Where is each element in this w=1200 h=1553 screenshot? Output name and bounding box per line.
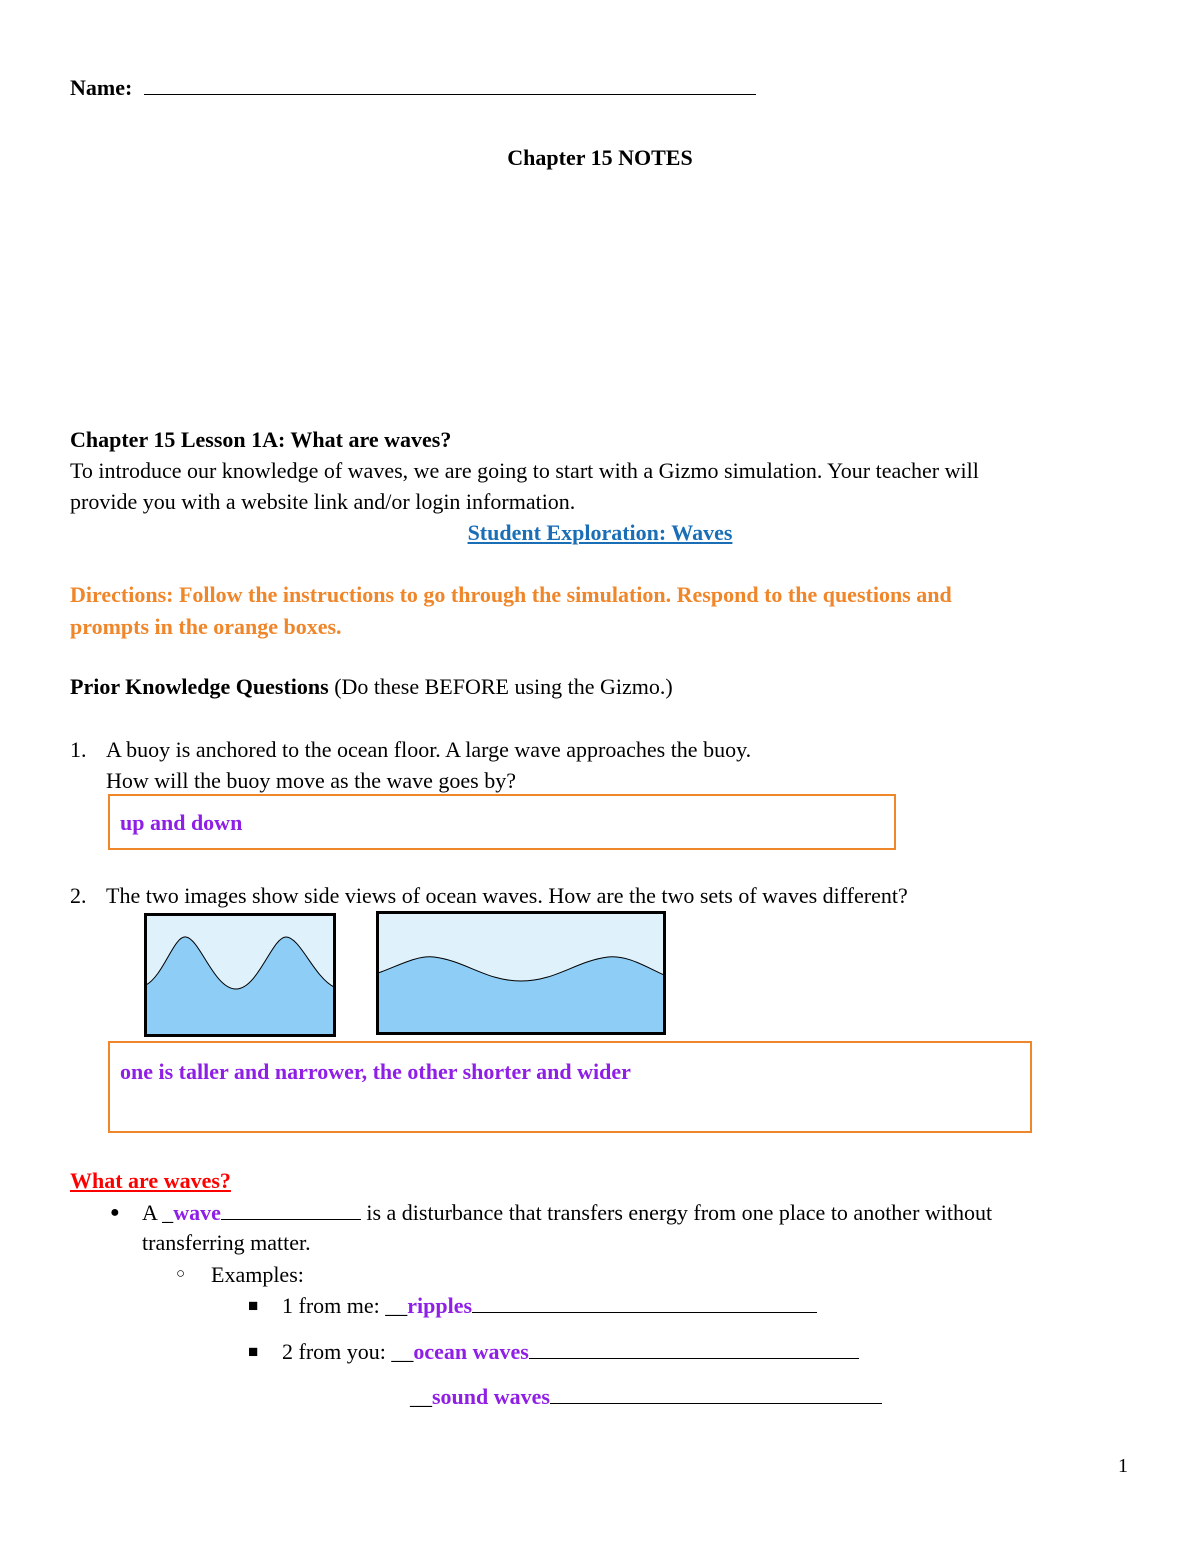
question-1-line-1: A buoy is anchored to the ocean floor. A large wave approaches the buoy. <box>106 737 752 762</box>
directions-line-1: Directions: Follow the instructions to go through the simulation. Respond to the questions and <box>70 582 952 607</box>
prior-knowledge-note: (Do these BEFORE using the Gizmo.) <box>334 674 673 699</box>
wave-definition-line-2: transferring matter. <box>142 1230 311 1255</box>
example-2-blank[interactable] <box>529 1338 859 1359</box>
question-1-answer-box[interactable] <box>108 794 896 850</box>
link-row <box>0 520 1200 546</box>
name-label: Name: <box>70 75 133 100</box>
question-1-answer: up and down <box>120 810 243 835</box>
square-bullet-1: ■ <box>248 1296 259 1315</box>
hollow-bullet: ○ <box>176 1266 186 1282</box>
prior-knowledge-heading: Prior Knowledge Questions <box>70 674 329 699</box>
page-title: Chapter 15 NOTES <box>507 145 693 170</box>
example-1-answer[interactable]: ripples <box>407 1293 473 1318</box>
bullet-dot: ● <box>110 1204 120 1221</box>
example-3-prefix: __ <box>410 1384 432 1409</box>
example-1-row <box>282 1292 817 1319</box>
intro-line-2: provide you with a website link and/or login information. <box>70 489 576 514</box>
example-3-answer[interactable]: sound waves <box>432 1384 550 1409</box>
what-are-waves-heading: What are waves? <box>70 1168 231 1193</box>
prior-knowledge-row <box>70 674 673 700</box>
student-exploration-link[interactable]: Student Exploration: Waves <box>467 520 733 545</box>
question-2-line-1: The two images show side views of ocean waves. How are the two sets of waves different? <box>106 883 908 908</box>
page-number: 1 <box>1118 1455 1128 1477</box>
tall-wave-image <box>144 913 336 1037</box>
example-2-answer[interactable]: ocean waves <box>413 1339 529 1364</box>
example-3-blank[interactable] <box>550 1383 882 1404</box>
definition-prefix: A _ <box>142 1200 174 1225</box>
example-1-blank[interactable] <box>472 1292 817 1313</box>
lesson-heading: Chapter 15 Lesson 1A: What are waves? <box>70 427 452 452</box>
square-bullet-2: ■ <box>248 1342 259 1361</box>
example-1-label: 1 from me: __ <box>282 1293 408 1318</box>
examples-label: Examples: <box>211 1262 304 1287</box>
example-2-label: 2 from you: __ <box>282 1339 414 1364</box>
question-1-number: 1. <box>70 737 87 762</box>
name-blank[interactable] <box>144 74 756 95</box>
wave-answer[interactable]: wave <box>173 1200 221 1225</box>
definition-suffix: is a disturbance that transfers energy from one place to another without <box>360 1200 993 1225</box>
directions-line-2: prompts in the orange boxes. <box>70 614 342 639</box>
question-2-number: 2. <box>70 883 87 908</box>
example-3-row <box>410 1383 882 1410</box>
intro-line-1: To introduce our knowledge of waves, we are going to start with a Gizmo simulation. Your teacher will <box>70 458 979 483</box>
short-wave-image <box>376 911 666 1035</box>
wave-blank[interactable] <box>221 1199 361 1220</box>
wave-definition-line-1 <box>142 1199 992 1226</box>
question-1-line-2: How will the buoy move as the wave goes by? <box>106 768 516 793</box>
example-2-row <box>282 1338 859 1365</box>
question-2-answer: one is taller and narrower, the other shorter and wider <box>120 1059 631 1084</box>
question-2-answer-box[interactable] <box>108 1041 1032 1133</box>
name-field[interactable] <box>70 74 756 101</box>
